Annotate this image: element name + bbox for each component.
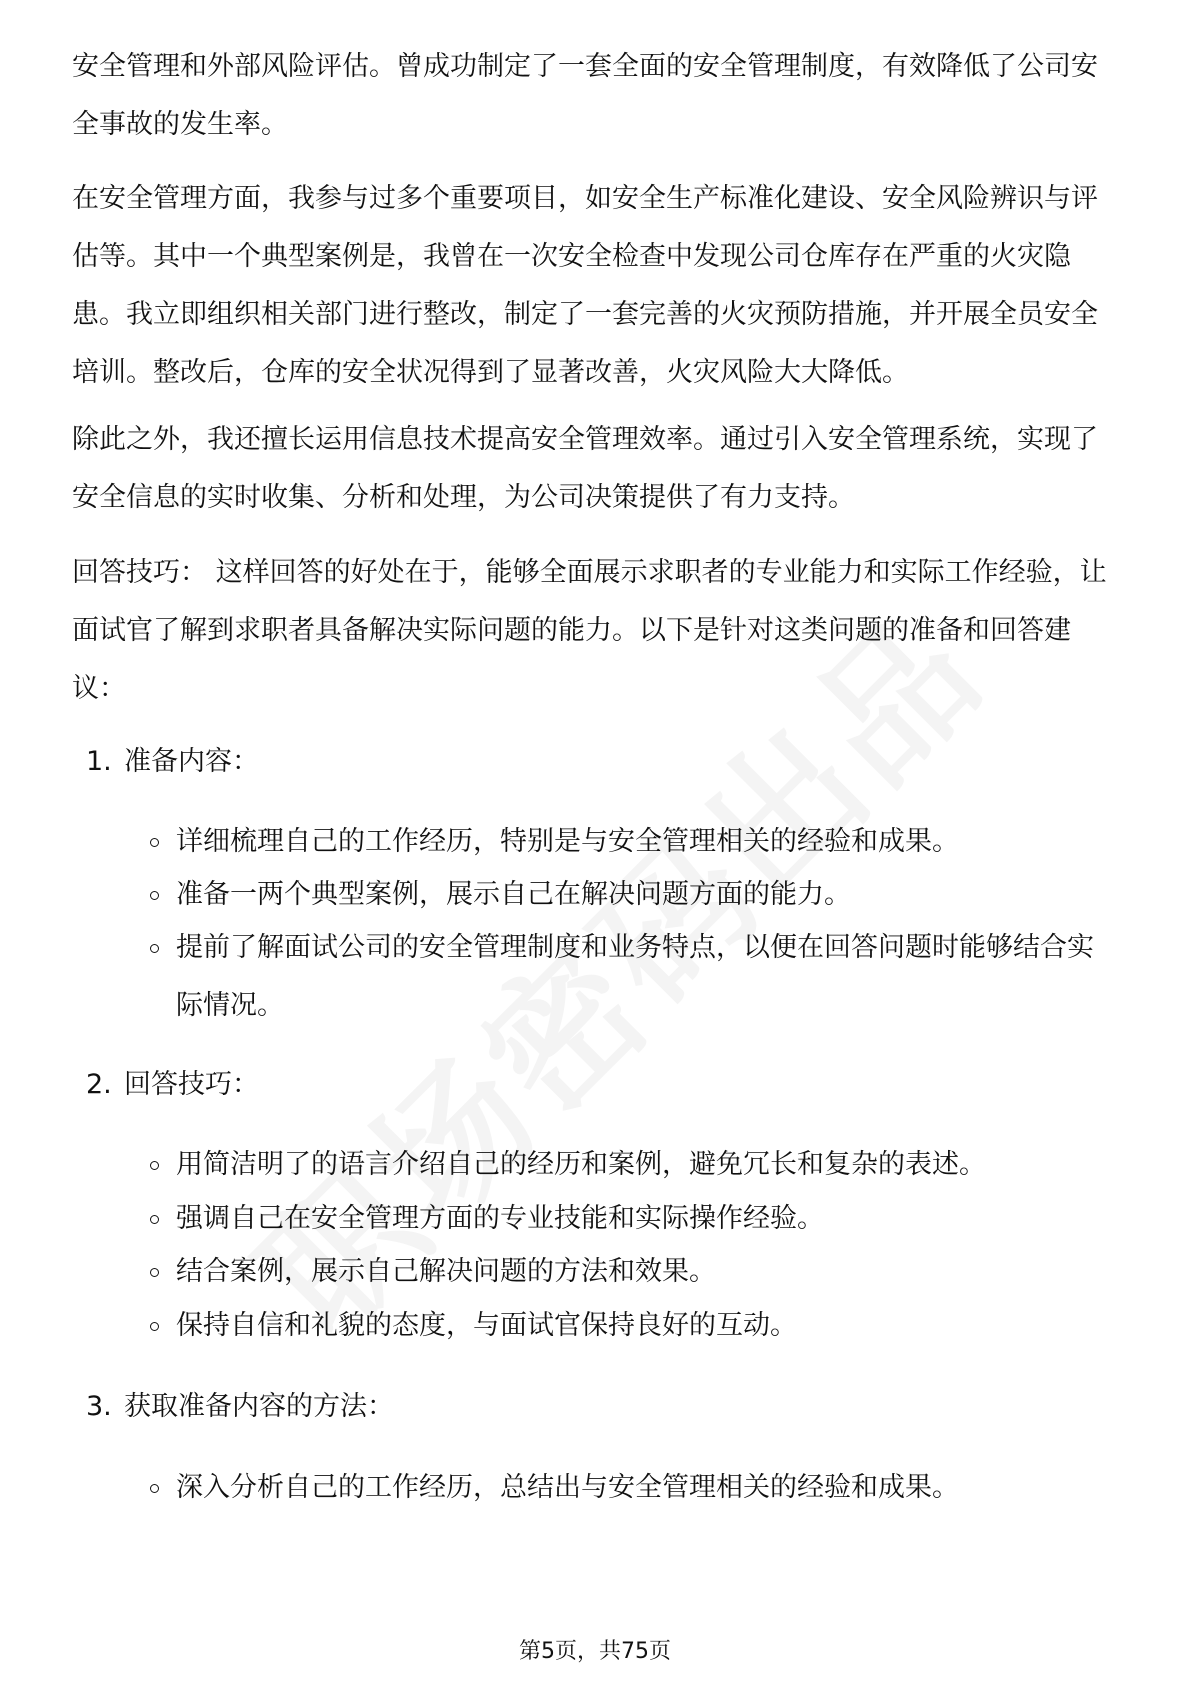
list-item: 强调自己在安全管理方面的专业技能和实际操作经验。 — [150, 1190, 1110, 1248]
hollow-bullet-icon — [150, 838, 159, 847]
list-item: 准备一两个典型案例，展示自己在解决问题方面的能力。 — [150, 866, 1110, 924]
page-number-footer: 第5页，共75页 — [519, 1639, 671, 1664]
hollow-bullet-icon — [150, 944, 159, 953]
section-number: 3. — [86, 1391, 112, 1422]
list-item: 提前了解面试公司的安全管理制度和业务特点，以便在回答问题时能够结合实际情况。 — [150, 919, 1110, 1035]
paragraph-safety-projects: 在安全管理方面，我参与过多个重要项目，如安全生产标准化建设、安全风险辨识与评估等。其中一个典型案例是，我曾在一次安全检查中发现公司仓库存在严重的火灾隐患。我立即组织相关部门进行整改，制定了一套完善的火灾预防措施，并开展全员安全培训。整改后，仓库的安全状况得到了显著改善，火灾风险大大降低。 — [72, 183, 1098, 388]
section-number: 2. — [86, 1069, 112, 1100]
list-item: 详细梳理自己的工作经历，特别是与安全管理相关的经验和成果。 — [150, 813, 1110, 871]
paragraph-intro: 安全管理和外部风险评估。曾成功制定了一套全面的安全管理制度，有效降低了公司安全事故的发生率。 — [72, 51, 1098, 140]
hollow-bullet-icon — [150, 1161, 159, 1170]
section-heading-3 — [86, 1378, 394, 1436]
list-item: 深入分析自己的工作经历，总结出与安全管理相关的经验和成果。 — [150, 1459, 1110, 1517]
paragraph-answer-tips: 回答技巧： 这样回答的好处在于，能够全面展示求职者的专业能力和实际工作经验，让面试官了解到求职者具备解决实际问题的能力。以下是针对这类问题的准备和回答建议： — [72, 557, 1107, 704]
section-title: 回答技巧： — [124, 1069, 259, 1100]
hollow-bullet-icon — [150, 1215, 159, 1224]
hollow-bullet-icon — [150, 1322, 159, 1331]
list-item: 结合案例，展示自己解决问题的方法和效果。 — [150, 1243, 1110, 1301]
section-title: 获取准备内容的方法： — [124, 1391, 394, 1422]
hollow-bullet-icon — [150, 1484, 159, 1493]
list-item: 用简洁明了的语言介绍自己的经历和案例，避免冗长和复杂的表述。 — [150, 1136, 1110, 1194]
list-item: 保持自信和礼貌的态度，与面试官保持良好的互动。 — [150, 1297, 1110, 1355]
section-title: 准备内容： — [124, 746, 259, 777]
hollow-bullet-icon — [150, 1268, 159, 1277]
section-heading-2 — [86, 1056, 259, 1114]
section-number: 1. — [86, 746, 112, 777]
hollow-bullet-icon — [150, 891, 159, 900]
paragraph-it-skills: 除此之外，我还擅长运用信息技术提高安全管理效率。通过引入安全管理系统，实现了安全信息的实时收集、分析和处理，为公司决策提供了有力支持。 — [72, 424, 1098, 513]
section-heading-1 — [86, 733, 259, 791]
